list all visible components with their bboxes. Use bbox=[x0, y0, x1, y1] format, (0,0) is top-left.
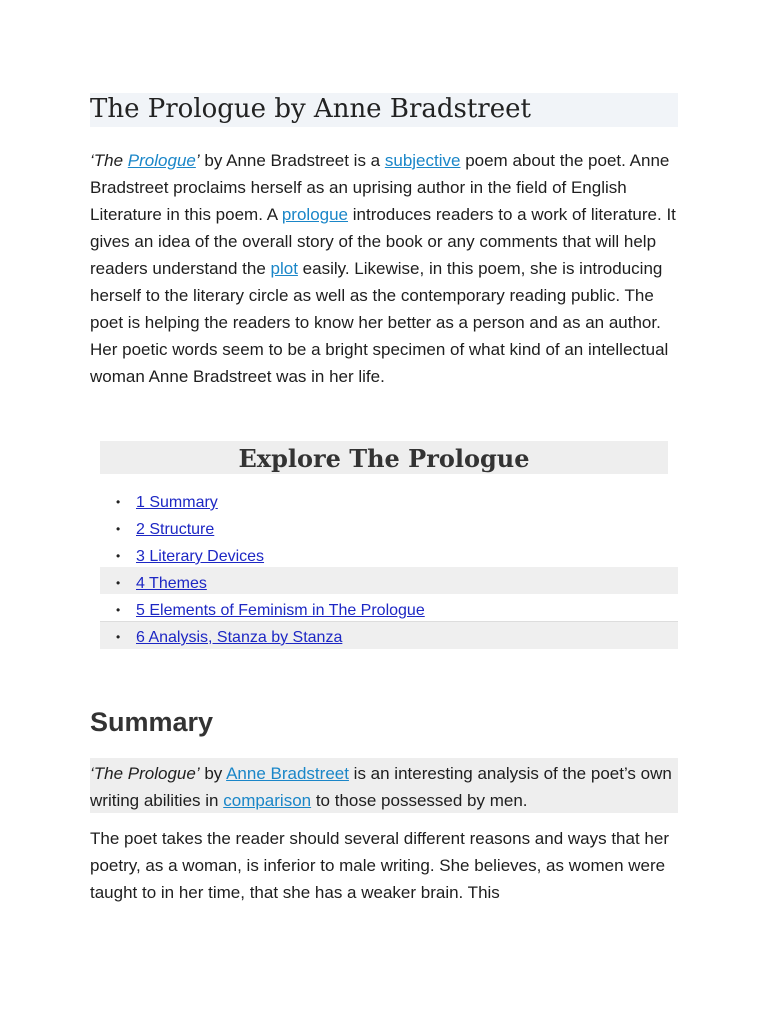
intro-quote-open: ‘The bbox=[90, 151, 128, 170]
toc-heading: Explore The Prologue bbox=[238, 444, 530, 473]
link-comparison[interactable]: comparison bbox=[223, 791, 312, 810]
table-of-contents bbox=[100, 489, 678, 651]
toc-item bbox=[100, 570, 678, 597]
toc-item bbox=[100, 516, 678, 543]
link-prologue-title[interactable]: Prologue bbox=[127, 151, 196, 170]
summary-paragraph-2: The poet takes the reader should several different reasons and ways that her poetry, as a woman, is inferior to male writing. She believes, as women were taught to in her time, that she has a weaker brain. This bbox=[90, 829, 669, 902]
intro-text-4: easily. Likewise, in this poem, she is introducing herself to the literary circle as well as the contemporary reading public. The poet is helping the readers to know her better as a person and as an author. Her poetic words seem to be a bright specimen of what kind of an intellectual woman Anne Bradstreet was in her life. bbox=[90, 259, 669, 386]
link-plot[interactable]: plot bbox=[270, 259, 298, 278]
summary-text-1: by bbox=[199, 764, 227, 783]
summary-text-3: to those possessed by men. bbox=[311, 791, 528, 810]
link-anne-bradstreet[interactable]: Anne Bradstreet bbox=[226, 764, 349, 783]
intro-text-1: by Anne Bradstreet is a bbox=[199, 151, 385, 170]
toc-item bbox=[100, 597, 678, 624]
link-prologue[interactable]: prologue bbox=[281, 205, 349, 224]
bullet-icon: • bbox=[116, 603, 121, 617]
intro-quote-close: ’ bbox=[195, 151, 200, 170]
bullet-icon: • bbox=[116, 576, 121, 590]
bullet-icon: • bbox=[116, 522, 121, 536]
bullet-icon: • bbox=[116, 549, 121, 563]
bullet-icon: • bbox=[116, 630, 121, 644]
toc-item bbox=[100, 624, 678, 651]
toc-link-themes[interactable]: 4 Themes bbox=[136, 575, 207, 592]
summary-paragraph bbox=[90, 760, 678, 814]
link-subjective[interactable]: subjective bbox=[384, 151, 461, 170]
bullet-icon: • bbox=[116, 495, 121, 509]
page-title: The Prologue by Anne Bradstreet bbox=[90, 94, 531, 124]
summary-text-2: is an interesting analysis of the poet’s own writing abilities in bbox=[90, 764, 672, 810]
toc-item bbox=[100, 543, 678, 570]
toc-link-structure[interactable]: 2 Structure bbox=[136, 521, 215, 538]
toc-link-literary-devices[interactable]: 3 Literary Devices bbox=[136, 548, 265, 565]
intro-text-2: poem about the poet. Anne Bradstreet proclaims herself as an uprising author in the field of English Literature in this poem. A bbox=[90, 151, 670, 224]
toc-link-feminism[interactable]: 5 Elements of Feminism in The Prologue bbox=[136, 602, 425, 619]
intro-paragraph bbox=[90, 147, 680, 390]
summary-heading: Summary bbox=[90, 707, 214, 737]
summary-poem-title: ‘The Prologue’ bbox=[90, 764, 200, 783]
toc-item bbox=[100, 489, 678, 516]
toc-link-analysis[interactable]: 6 Analysis, Stanza by Stanza bbox=[136, 629, 343, 646]
intro-text-3: introduces readers to a work of literature. It gives an idea of the overall story of the book or any comments that will help readers understand the bbox=[90, 205, 676, 278]
toc-link-summary[interactable]: 1 Summary bbox=[136, 494, 218, 511]
